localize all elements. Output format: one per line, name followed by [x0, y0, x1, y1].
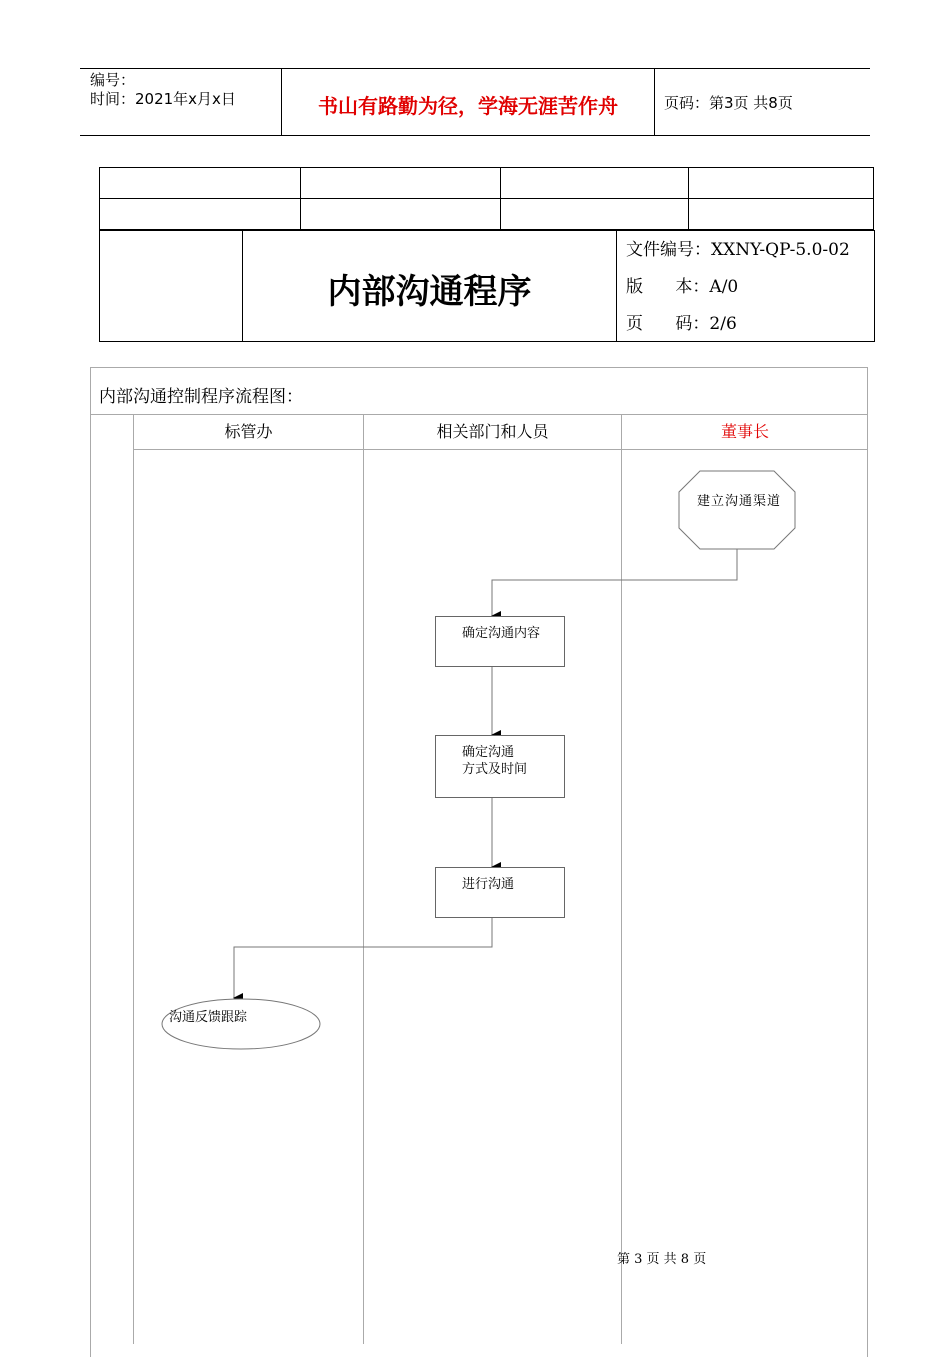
footer-page-number: 第 3 页 共 8 页 [617, 1252, 707, 1267]
lane-header-departments: 相关部门和人员 [436, 422, 549, 441]
doc-time-label: 时间：2021年x月x日 [90, 90, 236, 108]
flowchart-caption: 内部沟通控制程序流程图： [99, 387, 303, 407]
step-conduct-communication [435, 867, 565, 918]
step-determine-method-time [435, 735, 565, 798]
step-conduct-communication-label: 进行沟通 [462, 877, 515, 892]
lane-header-standard-office: 标管办 [224, 422, 273, 441]
step-method-line-1: 确定沟通 [462, 745, 515, 760]
doc-number-label: 编号： [90, 71, 136, 89]
end-node-label: 沟通反馈跟踪 [169, 1010, 248, 1025]
lane-header-chairman: 董事长 [720, 422, 769, 441]
document-title: 内部沟通程序 [327, 272, 532, 312]
connector-step3-to-end [234, 917, 492, 998]
start-node-octagon [679, 471, 795, 549]
step-determine-content-label: 确定沟通内容 [462, 626, 541, 641]
step-determine-content [435, 616, 565, 667]
page-code: 页 码：2/6 [626, 314, 737, 334]
start-node-label: 建立沟通渠道 [697, 494, 782, 509]
connector-start-to-step1 [492, 549, 737, 616]
file-number: 文件编号：XXNY-QP-5.0-02 [626, 240, 850, 260]
header-page-info: 页码：第3页 共8页 [664, 94, 793, 112]
version: 版 本：A/0 [626, 277, 739, 297]
header-motto: 书山有路勤为径，学海无涯苦作舟 [318, 94, 618, 118]
step-method-line-2: 方式及时间 [462, 762, 528, 777]
